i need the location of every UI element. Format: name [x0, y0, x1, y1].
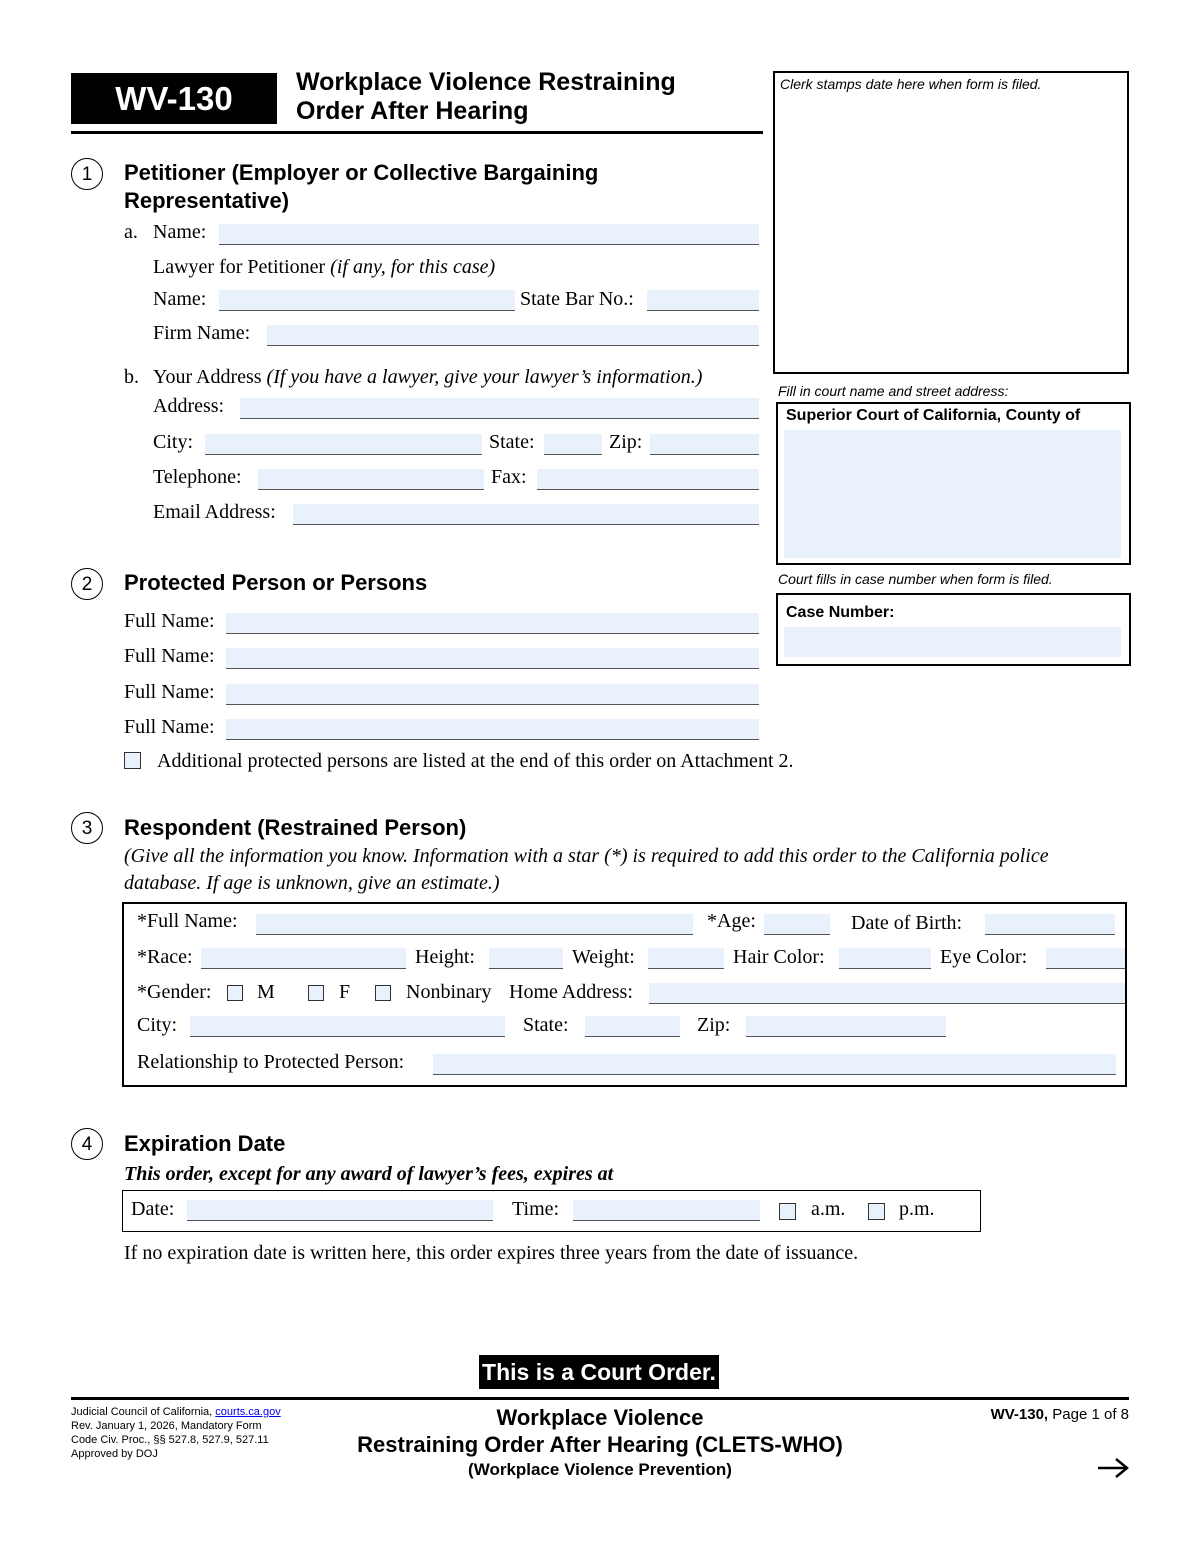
protected-name-field-3[interactable]: [226, 684, 759, 705]
additional-persons-text: Additional protected persons are listed at the end of this order on Attachment 2.: [157, 750, 794, 772]
gender-m-checkbox[interactable]: [227, 985, 243, 1001]
state-field[interactable]: [544, 434, 602, 455]
footer-approved: Approved by DOJ: [71, 1448, 158, 1460]
gender-f-label: F: [339, 981, 351, 1003]
footer-left: [71, 1405, 281, 1461]
court-name-box[interactable]: [776, 402, 1131, 565]
item-a-marker: a.: [124, 221, 138, 243]
section-3-note: [124, 843, 1049, 897]
respondent-height-field[interactable]: [489, 948, 563, 969]
section-1-title: [124, 159, 598, 215]
respondent-gender-label: *Gender:: [137, 981, 212, 1003]
footer-title-line2: Restraining Order After Hearing (CLETS-WHO): [357, 1432, 843, 1457]
am-label: a.m.: [811, 1198, 846, 1220]
protected-name-label-1: Full Name:: [124, 610, 215, 632]
case-number-field[interactable]: [784, 627, 1121, 657]
case-number-box[interactable]: [776, 593, 1131, 666]
respondent-race-field[interactable]: [201, 948, 406, 969]
section-3-title: Respondent (Restrained Person): [124, 815, 467, 840]
pm-label: p.m.: [899, 1198, 935, 1220]
relationship-label: Relationship to Protected Person:: [137, 1051, 405, 1073]
footer-rev: Rev. January 1, 2026, Mandatory Form: [71, 1420, 262, 1432]
section-2-title: Protected Person or Persons: [124, 570, 428, 595]
section-4-number: 4: [71, 1128, 103, 1160]
section-1-number: 1: [71, 158, 103, 190]
form-title-line1: Workplace Violence Restraining: [296, 68, 676, 96]
firm-name-field[interactable]: [267, 325, 759, 346]
protected-name-field-1[interactable]: [226, 613, 759, 634]
court-name-label: Superior Court of California, County of: [786, 407, 1081, 424]
fax-label: Fax:: [491, 466, 527, 488]
expiration-time-field[interactable]: [573, 1200, 760, 1221]
protected-name-label-4: Full Name:: [124, 716, 215, 738]
section-2-number: 2: [71, 568, 103, 600]
address-heading: [153, 366, 702, 389]
lawyer-note: (if any, for this case): [330, 256, 496, 278]
respondent-height-label: Height:: [415, 946, 475, 968]
respondent-home-address-field[interactable]: [649, 983, 1125, 1004]
footer-title: [300, 1404, 900, 1482]
petitioner-name-label: Name:: [153, 221, 207, 243]
respondent-race-label: *Race:: [137, 946, 193, 968]
clerk-stamp-label: Clerk stamps date here when form is filed.: [780, 76, 1042, 92]
protected-name-label-3: Full Name:: [124, 681, 215, 703]
section-3-note-line2: database. If age is unknown, give an estimate.): [124, 872, 500, 894]
footer-form-number: WV-130,: [990, 1406, 1049, 1423]
gender-m-label: M: [257, 981, 275, 1003]
expiration-time-label: Time:: [512, 1198, 560, 1220]
respondent-full-name-label: *Full Name:: [137, 910, 238, 932]
city-label: City:: [153, 431, 194, 453]
gender-nonbinary-label: Nonbinary: [406, 981, 492, 1003]
lawyer-heading: [153, 256, 495, 279]
footer-page-info: [991, 1406, 1129, 1423]
additional-persons-checkbox[interactable]: [124, 752, 141, 769]
court-order-banner: This is a Court Order.: [479, 1355, 719, 1389]
state-bar-field[interactable]: [647, 290, 759, 311]
address-intro: Your Address: [153, 366, 262, 388]
form-number-badge: WV-130: [71, 73, 277, 124]
telephone-label: Telephone:: [153, 466, 242, 488]
protected-name-field-4[interactable]: [226, 719, 759, 740]
fax-field[interactable]: [537, 469, 759, 490]
petitioner-name-field[interactable]: [219, 224, 759, 245]
section-3-note-line1: (Give all the information you know. Information with a star (*) is required to add this order to the California police: [124, 845, 1049, 867]
respondent-zip-field[interactable]: [746, 1016, 946, 1037]
city-field[interactable]: [205, 434, 482, 455]
zip-field[interactable]: [650, 434, 759, 455]
lawyer-label: Lawyer for Petitioner: [153, 256, 326, 278]
form-title: [296, 68, 676, 126]
expiration-date-label: Date:: [131, 1198, 175, 1220]
footer-title-line3: (Workplace Violence Prevention): [468, 1460, 732, 1479]
footer-title-line1: Workplace Violence: [496, 1405, 704, 1430]
respondent-city-field[interactable]: [190, 1016, 505, 1037]
section-4-title: Expiration Date: [124, 1131, 286, 1156]
footer-council: Judicial Council of California,: [71, 1406, 213, 1418]
respondent-full-name-field[interactable]: [256, 914, 693, 935]
case-number-label: Case Number:: [786, 604, 895, 621]
protected-name-label-2: Full Name:: [124, 645, 215, 667]
respondent-hair-label: Hair Color:: [733, 946, 825, 968]
telephone-field[interactable]: [258, 469, 484, 490]
respondent-zip-label: Zip:: [697, 1014, 731, 1036]
respondent-eye-field[interactable]: [1046, 948, 1125, 969]
case-instruction: Court fills in case number when form is filed.: [778, 571, 1053, 587]
respondent-state-field[interactable]: [585, 1016, 680, 1037]
address-label: Address:: [153, 395, 225, 417]
item-b-marker: b.: [124, 366, 139, 388]
respondent-age-label: *Age:: [707, 910, 756, 932]
form-title-line2: Order After Hearing: [296, 97, 529, 125]
respondent-state-label: State:: [523, 1014, 569, 1036]
clerk-stamp-box: [773, 71, 1129, 374]
respondent-dob-field[interactable]: [985, 914, 1115, 935]
expiration-date-field[interactable]: [187, 1200, 493, 1221]
address-note: (If you have a lawyer, give your lawyer’s information.): [266, 366, 703, 388]
protected-name-field-2[interactable]: [226, 648, 759, 669]
gender-f-checkbox[interactable]: [308, 985, 324, 1001]
gender-nonbinary-checkbox[interactable]: [375, 985, 391, 1001]
state-label: State:: [489, 431, 535, 453]
footer-rule: [71, 1397, 1129, 1400]
section-1-title-line1: Petitioner (Employer or Collective Bargaining: [124, 160, 599, 185]
footer-page: Page 1 of 8: [1052, 1406, 1129, 1423]
respondent-weight-label: Weight:: [572, 946, 635, 968]
respondent-weight-field[interactable]: [648, 948, 724, 969]
zip-label: Zip:: [609, 431, 643, 453]
court-instruction: Fill in court name and street address:: [778, 383, 1009, 399]
footer-council-line: [71, 1405, 281, 1419]
email-field[interactable]: [293, 504, 759, 525]
section-3-number: 3: [71, 812, 103, 844]
respondent-eye-label: Eye Color:: [940, 946, 1028, 968]
court-name-field[interactable]: [784, 430, 1121, 558]
footer-code: Code Civ. Proc., §§ 527.8, 527.9, 527.11: [71, 1434, 269, 1446]
footer-link[interactable]: courts.ca.gov: [215, 1406, 281, 1418]
am-checkbox[interactable]: [779, 1203, 796, 1220]
respondent-hair-field[interactable]: [839, 948, 931, 969]
respondent-city-label: City:: [137, 1014, 178, 1036]
respondent-home-address-label: Home Address:: [509, 981, 633, 1003]
expiration-note: If no expiration date is written here, this order expires three years from the date of issuance.: [124, 1242, 859, 1264]
relationship-field[interactable]: [433, 1054, 1116, 1075]
lawyer-name-field[interactable]: [219, 290, 515, 311]
lawyer-name-label: Name:: [153, 288, 207, 310]
pm-checkbox[interactable]: [868, 1203, 885, 1220]
state-bar-label: State Bar No.:: [520, 288, 634, 310]
section-4-subtitle: This order, except for any award of lawyer’s fees, expires at: [124, 1163, 614, 1185]
firm-name-label: Firm Name:: [153, 322, 251, 344]
section-1-title-line2: Representative): [124, 188, 290, 213]
respondent-age-field[interactable]: [764, 914, 830, 935]
arrow-right-icon[interactable]: [1096, 1456, 1130, 1480]
header-rule: [71, 131, 763, 134]
respondent-dob-label: Date of Birth:: [851, 912, 963, 934]
email-label: Email Address:: [153, 501, 276, 523]
address-field[interactable]: [240, 398, 759, 419]
